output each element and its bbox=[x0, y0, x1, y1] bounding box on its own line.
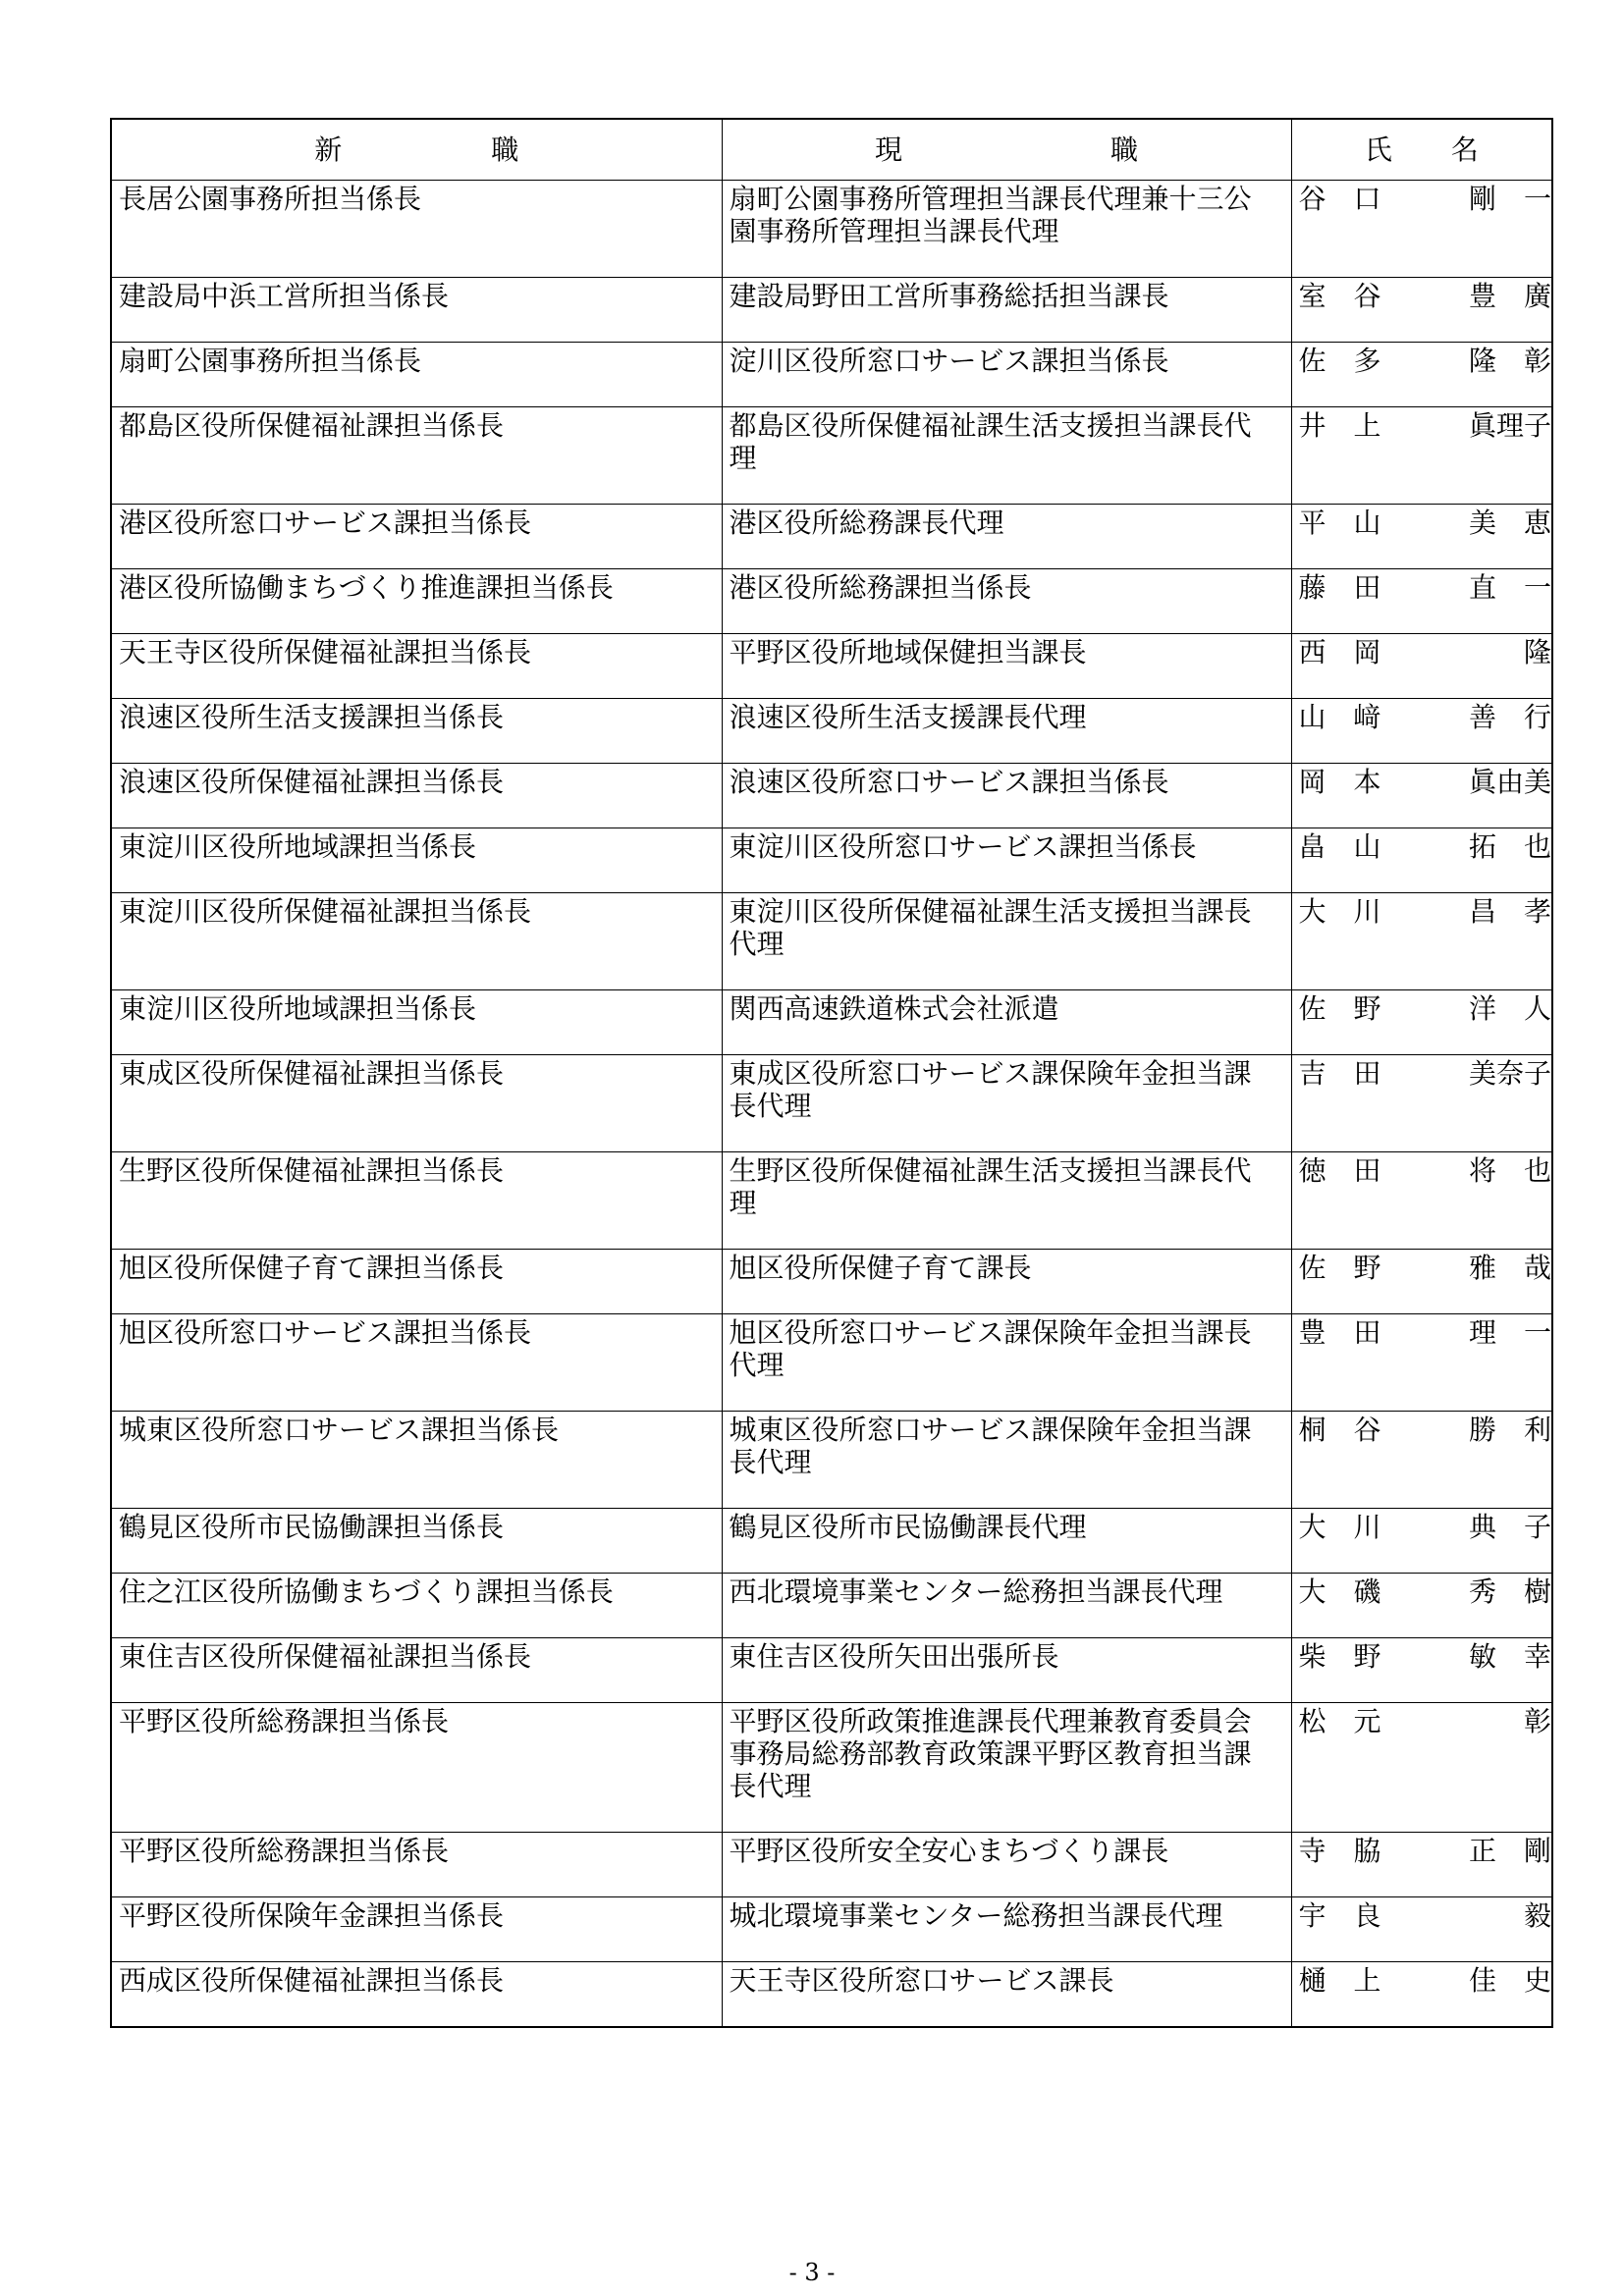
current-post-cell bbox=[722, 893, 1291, 990]
table-row bbox=[111, 764, 1552, 828]
surname: 樋上 bbox=[1298, 1964, 1381, 1997]
given-name: 豊廣 bbox=[1469, 280, 1551, 312]
name-cell bbox=[1291, 181, 1552, 278]
current-post: 平野区役所地域保健担当課長 bbox=[729, 636, 1087, 668]
current-post: 平野区役所安全安心まちづくり課長 bbox=[729, 1835, 1169, 1867]
table-row bbox=[111, 1055, 1552, 1152]
table-row bbox=[111, 1833, 1552, 1897]
name-cell bbox=[1291, 407, 1552, 505]
current-post-cell bbox=[722, 1250, 1291, 1314]
given-name: 敏幸 bbox=[1469, 1640, 1551, 1673]
table-row bbox=[111, 1412, 1552, 1509]
new-post-cell bbox=[111, 1152, 722, 1250]
new-post-cell bbox=[111, 1509, 722, 1574]
new-post: 平野区役所総務課担当係長 bbox=[119, 1835, 450, 1867]
new-post: 建設局中浜工営所担当係長 bbox=[119, 280, 450, 312]
current-post: 淀川区役所窓口サービス課担当係長 bbox=[729, 345, 1169, 377]
person-name bbox=[1299, 830, 1552, 863]
person-name bbox=[1299, 409, 1552, 442]
current-post-cell bbox=[722, 343, 1291, 407]
given-name: 典子 bbox=[1469, 1511, 1551, 1543]
new-post-cell bbox=[111, 1703, 722, 1833]
table-row bbox=[111, 1574, 1552, 1638]
person-name bbox=[1299, 1057, 1552, 1090]
current-post-cell bbox=[722, 407, 1291, 505]
current-post-cell bbox=[722, 1152, 1291, 1250]
current-post-cell bbox=[722, 505, 1291, 569]
surname: 大川 bbox=[1298, 895, 1381, 928]
new-post-cell bbox=[111, 1314, 722, 1412]
new-post: 扇町公園事務所担当係長 bbox=[119, 345, 422, 377]
new-post-cell bbox=[111, 1897, 722, 1962]
new-post: 東淀川区役所保健福祉課担当係長 bbox=[119, 895, 532, 928]
name-cell bbox=[1291, 1412, 1552, 1509]
person-name bbox=[1299, 1252, 1552, 1284]
person-name bbox=[1299, 1899, 1552, 1932]
person-name bbox=[1299, 1316, 1552, 1349]
surname: 豊田 bbox=[1298, 1316, 1381, 1349]
given-name: 隆 bbox=[1523, 636, 1551, 668]
new-post-cell bbox=[111, 343, 722, 407]
name-cell bbox=[1291, 569, 1552, 634]
surname: 柴野 bbox=[1298, 1640, 1381, 1673]
given-name: 雅哉 bbox=[1469, 1252, 1551, 1284]
name-cell bbox=[1291, 699, 1552, 764]
current-post: 港区役所総務課長代理 bbox=[729, 507, 1004, 539]
given-name: 秀樹 bbox=[1469, 1575, 1551, 1608]
current-post: 東成区役所窓口サービス課保険年金担当課長代理 bbox=[729, 1057, 1252, 1122]
given-name: 正剛 bbox=[1469, 1835, 1551, 1867]
table-body bbox=[111, 181, 1552, 2028]
header-current-post bbox=[722, 119, 1291, 181]
given-name: 眞由美 bbox=[1469, 766, 1552, 798]
table-row bbox=[111, 1703, 1552, 1833]
new-post-cell bbox=[111, 181, 722, 278]
name-cell bbox=[1291, 634, 1552, 699]
surname: 山﨑 bbox=[1298, 701, 1381, 733]
given-name: 理一 bbox=[1469, 1316, 1551, 1349]
current-post-cell bbox=[722, 634, 1291, 699]
surname: 大磯 bbox=[1298, 1575, 1381, 1608]
surname: 佐野 bbox=[1298, 1252, 1381, 1284]
new-post-cell bbox=[111, 1962, 722, 2028]
name-cell bbox=[1291, 893, 1552, 990]
page-number: - 3 - bbox=[788, 2259, 836, 2286]
current-post-cell bbox=[722, 569, 1291, 634]
table-row bbox=[111, 278, 1552, 343]
name-cell bbox=[1291, 764, 1552, 828]
current-post: 西北環境事業センター総務担当課長代理 bbox=[729, 1575, 1223, 1608]
new-post: 西成区役所保健福祉課担当係長 bbox=[119, 1964, 505, 1997]
current-post: 城北環境事業センター総務担当課長代理 bbox=[729, 1899, 1223, 1932]
new-post-cell bbox=[111, 1250, 722, 1314]
name-cell bbox=[1291, 1055, 1552, 1152]
surname: 井上 bbox=[1298, 409, 1381, 442]
current-post: 旭区役所保健子育て課長 bbox=[729, 1252, 1032, 1284]
current-post: 旭区役所窓口サービス課保険年金担当課長代理 bbox=[729, 1316, 1252, 1381]
table-row bbox=[111, 1897, 1552, 1962]
table-row bbox=[111, 828, 1552, 893]
name-cell bbox=[1291, 278, 1552, 343]
new-post: 浪速区役所生活支援課担当係長 bbox=[119, 701, 505, 733]
new-post-cell bbox=[111, 828, 722, 893]
current-post-cell bbox=[722, 278, 1291, 343]
surname: 藤田 bbox=[1298, 571, 1381, 604]
current-post: 城東区役所窓口サービス課保険年金担当課長代理 bbox=[729, 1414, 1252, 1478]
surname: 大川 bbox=[1298, 1511, 1381, 1543]
current-post: 鶴見区役所市民協働課長代理 bbox=[729, 1511, 1087, 1543]
given-name: 拓也 bbox=[1469, 830, 1551, 863]
new-post: 浪速区役所保健福祉課担当係長 bbox=[119, 766, 505, 798]
table-row bbox=[111, 699, 1552, 764]
person-name bbox=[1299, 1964, 1552, 1997]
new-post: 東成区役所保健福祉課担当係長 bbox=[119, 1057, 505, 1090]
new-post: 住之江区役所協働まちづくり課担当係長 bbox=[119, 1575, 614, 1608]
current-post-cell bbox=[722, 1638, 1291, 1703]
new-post-cell bbox=[111, 1412, 722, 1509]
person-name bbox=[1299, 636, 1552, 668]
given-name: 直一 bbox=[1469, 571, 1551, 604]
header-row bbox=[111, 119, 1552, 181]
new-post: 東住吉区役所保健福祉課担当係長 bbox=[119, 1640, 532, 1673]
new-post: 旭区役所窓口サービス課担当係長 bbox=[119, 1316, 532, 1349]
new-post: 東淀川区役所地域課担当係長 bbox=[119, 992, 477, 1025]
current-post: 扇町公園事務所管理担当課長代理兼十三公園事務所管理担当課長代理 bbox=[729, 183, 1252, 247]
current-post-cell bbox=[722, 1314, 1291, 1412]
table-row bbox=[111, 569, 1552, 634]
surname: 佐野 bbox=[1298, 992, 1381, 1025]
current-post: 東淀川区役所窓口サービス課担当係長 bbox=[729, 830, 1197, 863]
new-post-cell bbox=[111, 990, 722, 1055]
current-post: 平野区役所政策推進課長代理兼教育委員会事務局総務部教育政策課平野区教育担当課長代理 bbox=[729, 1705, 1252, 1802]
current-post: 港区役所総務課担当係長 bbox=[729, 571, 1032, 604]
name-cell bbox=[1291, 343, 1552, 407]
new-post: 東淀川区役所地域課担当係長 bbox=[119, 830, 477, 863]
name-cell bbox=[1291, 828, 1552, 893]
current-post-cell bbox=[722, 1055, 1291, 1152]
table-row bbox=[111, 343, 1552, 407]
current-post-cell bbox=[722, 764, 1291, 828]
name-cell bbox=[1291, 1574, 1552, 1638]
current-post-cell bbox=[722, 1833, 1291, 1897]
table-row bbox=[111, 407, 1552, 505]
person-name bbox=[1299, 1705, 1552, 1737]
header-name-label: 氏名 bbox=[1364, 133, 1479, 166]
surname: 畠山 bbox=[1298, 830, 1381, 863]
new-post: 平野区役所保険年金課担当係長 bbox=[119, 1899, 505, 1932]
name-cell bbox=[1291, 1897, 1552, 1962]
header-new-post-label: 新職 bbox=[314, 133, 519, 166]
person-name bbox=[1299, 571, 1552, 604]
name-cell bbox=[1291, 1314, 1552, 1412]
new-post: 港区役所協働まちづくり推進課担当係長 bbox=[119, 571, 614, 604]
name-cell bbox=[1291, 505, 1552, 569]
new-post-cell bbox=[111, 1833, 722, 1897]
person-name bbox=[1299, 507, 1552, 539]
surname: 宇良 bbox=[1298, 1899, 1381, 1932]
surname: 松元 bbox=[1298, 1705, 1381, 1737]
current-post: 都島区役所保健福祉課生活支援担当課長代理 bbox=[729, 409, 1252, 474]
person-name bbox=[1299, 701, 1552, 733]
new-post: 長居公園事務所担当係長 bbox=[119, 183, 422, 215]
current-post: 浪速区役所生活支援課長代理 bbox=[729, 701, 1087, 733]
current-post-cell bbox=[722, 1703, 1291, 1833]
person-name bbox=[1299, 1835, 1552, 1867]
current-post: 東淀川区役所保健福祉課生活支援担当課長代理 bbox=[729, 895, 1252, 960]
current-post-cell bbox=[722, 1412, 1291, 1509]
new-post: 平野区役所総務課担当係長 bbox=[119, 1705, 450, 1737]
surname: 徳田 bbox=[1298, 1154, 1381, 1187]
table-row bbox=[111, 1638, 1552, 1703]
given-name: 洋人 bbox=[1469, 992, 1551, 1025]
given-name: 剛一 bbox=[1469, 183, 1551, 215]
new-post-cell bbox=[111, 505, 722, 569]
new-post: 港区役所窓口サービス課担当係長 bbox=[119, 507, 532, 539]
table-row bbox=[111, 181, 1552, 278]
name-cell bbox=[1291, 1833, 1552, 1897]
current-post-cell bbox=[722, 1574, 1291, 1638]
table-row bbox=[111, 990, 1552, 1055]
current-post: 建設局野田工営所事務総括担当課長 bbox=[729, 280, 1169, 312]
table-row bbox=[111, 1152, 1552, 1250]
current-post: 生野区役所保健福祉課生活支援担当課長代理 bbox=[729, 1154, 1252, 1219]
new-post: 旭区役所保健子育て課担当係長 bbox=[119, 1252, 505, 1284]
surname: 谷口 bbox=[1298, 183, 1381, 215]
name-cell bbox=[1291, 1703, 1552, 1833]
person-name bbox=[1299, 992, 1552, 1025]
table-row bbox=[111, 1250, 1552, 1314]
table-row bbox=[111, 893, 1552, 990]
table-header bbox=[111, 119, 1552, 181]
new-post: 天王寺区役所保健福祉課担当係長 bbox=[119, 636, 532, 668]
given-name: 勝利 bbox=[1469, 1414, 1551, 1446]
surname: 佐多 bbox=[1298, 345, 1381, 377]
current-post: 天王寺区役所窓口サービス課長 bbox=[729, 1964, 1114, 1997]
person-name bbox=[1299, 1414, 1552, 1446]
surname: 桐谷 bbox=[1298, 1414, 1381, 1446]
surname: 寺脇 bbox=[1298, 1835, 1381, 1867]
given-name: 毅 bbox=[1523, 1899, 1551, 1932]
current-post: 浪速区役所窓口サービス課担当係長 bbox=[729, 766, 1169, 798]
current-post: 関西高速鉄道株式会社派遣 bbox=[729, 992, 1059, 1025]
table-row bbox=[111, 634, 1552, 699]
given-name: 将也 bbox=[1469, 1154, 1551, 1187]
new-post-cell bbox=[111, 893, 722, 990]
table-row bbox=[111, 1509, 1552, 1574]
current-post-cell bbox=[722, 990, 1291, 1055]
current-post: 東住吉区役所矢田出張所長 bbox=[729, 1640, 1059, 1673]
table-row bbox=[111, 505, 1552, 569]
current-post-cell bbox=[722, 1509, 1291, 1574]
person-name bbox=[1299, 1575, 1552, 1608]
surname: 吉田 bbox=[1298, 1057, 1381, 1090]
current-post-cell bbox=[722, 1897, 1291, 1962]
personnel-table bbox=[110, 118, 1553, 2028]
given-name: 善行 bbox=[1469, 701, 1551, 733]
new-post-cell bbox=[111, 407, 722, 505]
person-name bbox=[1299, 895, 1552, 928]
new-post-cell bbox=[111, 1055, 722, 1152]
new-post-cell bbox=[111, 1574, 722, 1638]
table-row bbox=[111, 1314, 1552, 1412]
given-name: 昌孝 bbox=[1469, 895, 1551, 928]
person-name bbox=[1299, 766, 1552, 798]
new-post-cell bbox=[111, 764, 722, 828]
name-cell bbox=[1291, 1152, 1552, 1250]
new-post: 鶴見区役所市民協働課担当係長 bbox=[119, 1511, 505, 1543]
name-cell bbox=[1291, 1638, 1552, 1703]
new-post-cell bbox=[111, 1638, 722, 1703]
current-post-cell bbox=[722, 828, 1291, 893]
person-name bbox=[1299, 183, 1552, 215]
table-row bbox=[111, 1962, 1552, 2028]
header-current-post-label: 現職 bbox=[875, 133, 1138, 166]
current-post-cell bbox=[722, 699, 1291, 764]
header-new-post bbox=[111, 119, 722, 181]
given-name: 佳史 bbox=[1469, 1964, 1551, 1997]
surname: 室谷 bbox=[1298, 280, 1381, 312]
surname: 岡本 bbox=[1298, 766, 1381, 798]
given-name: 眞理子 bbox=[1469, 409, 1552, 442]
person-name bbox=[1299, 1640, 1552, 1673]
given-name: 美奈子 bbox=[1469, 1057, 1552, 1090]
given-name: 彰 bbox=[1523, 1705, 1551, 1737]
new-post-cell bbox=[111, 634, 722, 699]
given-name: 美恵 bbox=[1469, 507, 1551, 539]
person-name bbox=[1299, 1154, 1552, 1187]
surname: 平山 bbox=[1298, 507, 1381, 539]
header-name bbox=[1291, 119, 1552, 181]
current-post-cell bbox=[722, 181, 1291, 278]
name-cell bbox=[1291, 1509, 1552, 1574]
new-post: 城東区役所窓口サービス課担当係長 bbox=[119, 1414, 560, 1446]
name-cell bbox=[1291, 1962, 1552, 2028]
person-name bbox=[1299, 345, 1552, 377]
surname: 西岡 bbox=[1298, 636, 1381, 668]
new-post: 生野区役所保健福祉課担当係長 bbox=[119, 1154, 505, 1187]
new-post: 都島区役所保健福祉課担当係長 bbox=[119, 409, 505, 442]
name-cell bbox=[1291, 1250, 1552, 1314]
person-name bbox=[1299, 1511, 1552, 1543]
new-post-cell bbox=[111, 569, 722, 634]
current-post-cell bbox=[722, 1962, 1291, 2028]
person-name bbox=[1299, 280, 1552, 312]
new-post-cell bbox=[111, 278, 722, 343]
new-post-cell bbox=[111, 699, 722, 764]
name-cell bbox=[1291, 990, 1552, 1055]
given-name: 隆彰 bbox=[1469, 345, 1551, 377]
